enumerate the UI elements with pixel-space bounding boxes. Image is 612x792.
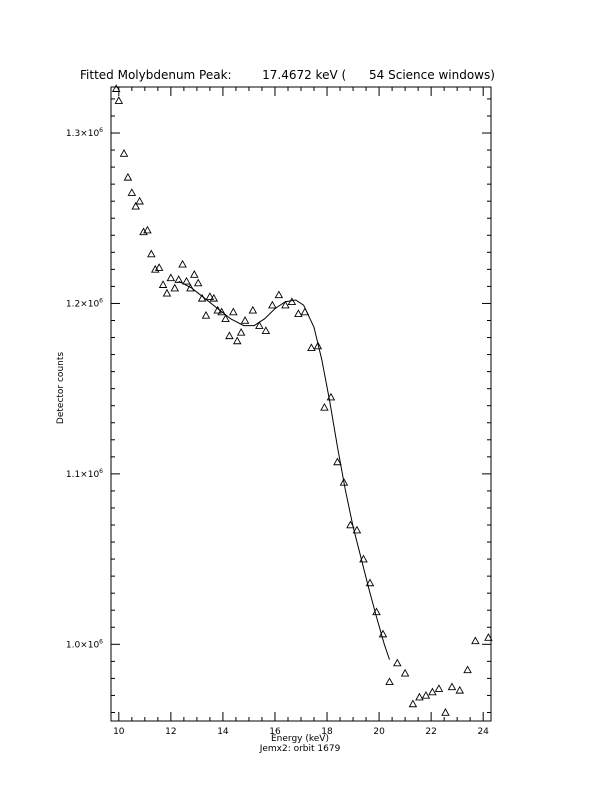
data-point-triangle bbox=[256, 322, 263, 328]
data-point-triangle bbox=[295, 310, 302, 316]
x-tick-label: 22 bbox=[425, 727, 437, 737]
data-point-triangle bbox=[144, 227, 151, 233]
data-point-triangle bbox=[321, 404, 328, 410]
data-point-triangle bbox=[226, 332, 233, 338]
data-point-triangle bbox=[195, 279, 202, 285]
data-point-triangle bbox=[308, 344, 315, 350]
y-tick-label: $1.2\times 10^6$ bbox=[65, 297, 103, 310]
x-tick-label: 10 bbox=[113, 727, 125, 737]
data-point-triangle bbox=[121, 150, 128, 156]
axis-ticks bbox=[111, 87, 491, 721]
fit-curve bbox=[179, 281, 390, 659]
data-point-triangle bbox=[156, 264, 163, 270]
x-tick-label: 14 bbox=[217, 727, 229, 737]
y-tick-labels bbox=[66, 127, 103, 650]
x-tick-label: 18 bbox=[321, 727, 333, 737]
data-points bbox=[113, 85, 492, 715]
x-tick-label: 16 bbox=[269, 727, 281, 737]
data-point-triangle bbox=[448, 683, 455, 689]
data-point-triangle bbox=[124, 174, 131, 180]
y-axis-label: Detector counts bbox=[56, 351, 66, 425]
data-point-triangle bbox=[269, 302, 276, 308]
data-point-triangle bbox=[115, 97, 122, 103]
data-point-triangle bbox=[249, 307, 256, 313]
chart-title: Fitted Molybdenum Peak: 17.4672 keV ( 54 Science windows) bbox=[80, 68, 495, 82]
data-point-triangle bbox=[275, 291, 282, 297]
data-point-triangle bbox=[191, 271, 198, 277]
data-point-triangle bbox=[242, 317, 249, 323]
data-point-triangle bbox=[402, 670, 409, 676]
data-point-triangle bbox=[409, 700, 416, 706]
data-point-triangle bbox=[234, 337, 241, 343]
data-point-triangle bbox=[128, 189, 135, 195]
plot-frame bbox=[111, 87, 491, 721]
data-point-triangle bbox=[160, 281, 167, 287]
data-point-triangle bbox=[167, 274, 174, 280]
data-point-triangle bbox=[442, 709, 449, 715]
y-tick-label: $1.1\times 10^6$ bbox=[65, 467, 103, 480]
data-point-triangle bbox=[394, 660, 401, 666]
y-tick-label: $1.0\times 10^6$ bbox=[65, 638, 103, 651]
data-point-triangle bbox=[416, 694, 423, 700]
data-point-triangle bbox=[464, 666, 471, 672]
data-point-triangle bbox=[262, 327, 269, 333]
data-point-triangle bbox=[230, 308, 237, 314]
chart-caption: Jemx2: orbit 1679 bbox=[259, 744, 341, 754]
data-point-triangle bbox=[435, 685, 442, 691]
data-point-triangle bbox=[238, 329, 245, 335]
x-axis-label: Energy (keV) bbox=[271, 734, 329, 744]
data-point-triangle bbox=[163, 290, 170, 296]
data-point-triangle bbox=[203, 312, 210, 318]
data-point-triangle bbox=[206, 293, 213, 299]
x-tick-label: 12 bbox=[165, 727, 177, 737]
data-point-triangle bbox=[148, 251, 155, 257]
data-point-triangle bbox=[136, 198, 143, 204]
data-point-triangle bbox=[472, 637, 479, 643]
data-point-triangle bbox=[179, 261, 186, 267]
data-point-triangle bbox=[183, 278, 190, 284]
y-tick-label: $1.3\times 10^6$ bbox=[65, 127, 103, 140]
x-tick-label: 20 bbox=[373, 727, 385, 737]
data-point-triangle bbox=[386, 678, 393, 684]
data-point-triangle bbox=[171, 285, 178, 291]
x-tick-label: 24 bbox=[477, 727, 489, 737]
data-point-triangle bbox=[456, 687, 463, 693]
